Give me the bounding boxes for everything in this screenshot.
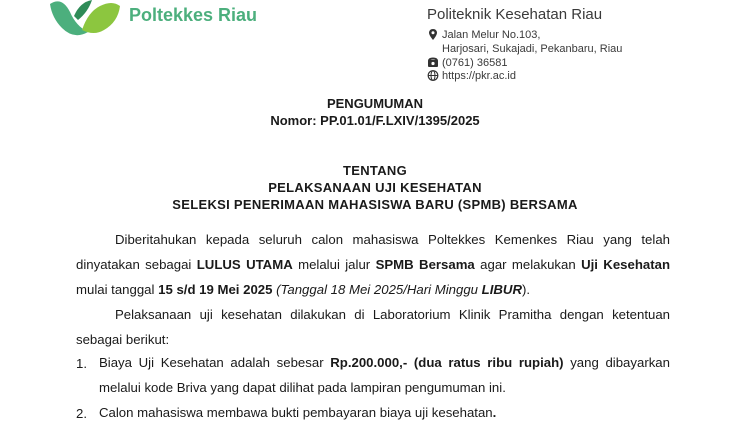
item2-period: . xyxy=(492,405,497,420)
announcement-title: PENGUMUMAN xyxy=(326,96,424,111)
p1-holiday-text: (Tanggal 18 Mei 2025/Hari Minggu xyxy=(276,282,482,297)
announcement-number: Nomor: PP.01.01/F.LXIV/1395/2025 xyxy=(270,113,480,128)
location-pin-icon xyxy=(427,28,439,41)
p1-holiday-note xyxy=(276,282,522,297)
p1-text-l: ). xyxy=(521,282,531,297)
subject-line-2: SELEKSI PENERIMAAN MAHASISWA BARU (SPMB) BERSAMA xyxy=(172,197,578,212)
p1-lulus-utama: LULUS UTAMA xyxy=(196,257,293,272)
list-number-1: 1. xyxy=(76,356,87,371)
paragraph-1 xyxy=(76,227,670,302)
list-item-1 xyxy=(99,350,670,400)
website-text: https://pkr.ac.id xyxy=(442,70,516,82)
item2-text-a: Calon mahasiswa membawa bukti pembayaran biaya uji kesehatan xyxy=(99,405,493,420)
paragraph-2: Pelaksanaan uji kesehatan dilakukan di Laboratorium Klinik Pramitha dengan ketentuan sebagai berikut: xyxy=(76,307,670,347)
p1-text-g: mulai tanggal xyxy=(76,282,159,297)
p1-text-a: Diberitahukan kepada seluruh calon mahasiswa Poltekkes Kemenkes Riau yang telah dinyatakan sebagai xyxy=(76,232,670,272)
globe-icon xyxy=(427,69,439,82)
list-number-2: 2. xyxy=(76,406,87,421)
tentang-label: TENTANG xyxy=(343,163,407,178)
institution-name: Politeknik Kesehatan Riau xyxy=(427,6,603,23)
p1-text-c: melalui jalur xyxy=(292,257,376,272)
poltekkes-logo xyxy=(48,0,123,42)
item1-text-a: Biaya Uji Kesehatan adalah sebesar xyxy=(99,355,331,370)
address-text-1: Jalan Melur No.103, xyxy=(442,29,541,41)
item1-amount: Rp.200.000,- (dua ratus ribu rupiah) xyxy=(330,355,564,370)
phone-icon xyxy=(427,56,439,69)
org-name: Poltekkes Riau xyxy=(129,5,258,25)
phone-text: (0761) 36581 xyxy=(442,57,508,69)
p1-libur: LIBUR xyxy=(481,282,522,297)
address-text-2: Harjosari, Sukajadi, Pekanbaru, Riau xyxy=(442,43,623,55)
p1-spmb-bersama: SPMB Bersama xyxy=(375,257,475,272)
subject-line-1: PELAKSANAAN UJI KESEHATAN xyxy=(268,180,482,195)
p1-uji-kesehatan: Uji Kesehatan xyxy=(581,257,671,272)
item1-text-c: yang dibayarkan melalui kode Briva yang dapat dilihat pada lampiran pengumuman ini. xyxy=(99,355,670,395)
list-item-2 xyxy=(99,400,670,425)
p1-text-e: agar melakukan xyxy=(474,257,582,272)
p1-date-range: 15 s/d 19 Mei 2025 xyxy=(158,282,273,297)
